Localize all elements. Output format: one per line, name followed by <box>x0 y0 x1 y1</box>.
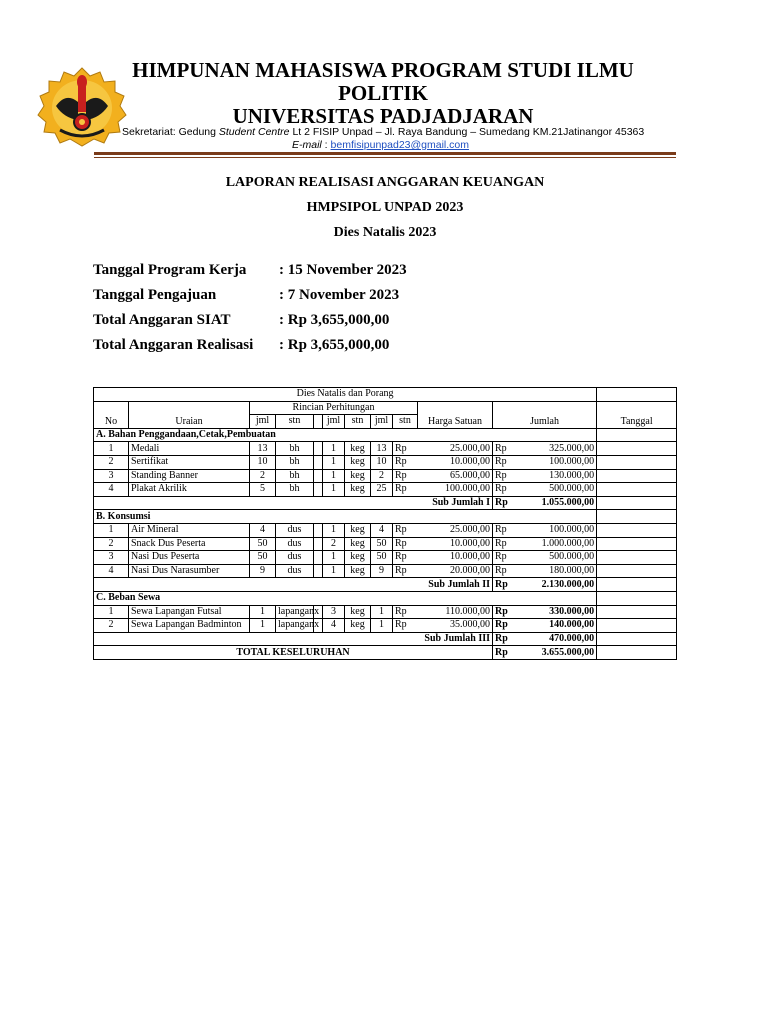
empty-cell <box>597 646 677 660</box>
subtotal-currency: Rp <box>493 632 518 646</box>
row-harga: 10.000,00 <box>418 551 493 565</box>
info-value-program-date: : 15 November 2023 <box>279 262 407 278</box>
row-uraian: Nasi Dus Peserta <box>129 551 250 565</box>
row-jumlah-currency: Rp <box>493 523 518 537</box>
table-row <box>94 455 677 469</box>
empty-cell <box>314 442 323 456</box>
row-harga-currency: Rp <box>393 455 418 469</box>
row-tanggal <box>597 483 677 497</box>
row-jml-1: 13 <box>250 442 276 456</box>
row-jumlah-currency: Rp <box>493 551 518 565</box>
row-jml-3: 2 <box>371 469 393 483</box>
empty-cell <box>597 632 677 646</box>
row-uraian: Snack Dus Peserta <box>129 537 250 551</box>
empty-cell <box>597 591 677 605</box>
header-uraian: Uraian <box>129 401 250 428</box>
row-jumlah: 500.000,00 <box>518 551 597 565</box>
row-jml-1: 4 <box>250 523 276 537</box>
row-jml-1: 9 <box>250 564 276 578</box>
table-row <box>94 523 677 537</box>
row-uraian: Standing Banner <box>129 469 250 483</box>
header-jml-1: jml <box>250 415 276 429</box>
row-tanggal <box>597 551 677 565</box>
table-row <box>94 619 677 633</box>
row-stn-1: bh <box>276 469 314 483</box>
row-jml-3: 50 <box>371 537 393 551</box>
empty-cell <box>597 510 677 524</box>
row-jml-2: 3 <box>323 605 345 619</box>
row-harga: 10.000,00 <box>418 537 493 551</box>
subtotal-currency: Rp <box>493 496 518 510</box>
header-divider-thick <box>94 152 676 155</box>
table-row <box>94 469 677 483</box>
row-jumlah: 100.000,00 <box>518 523 597 537</box>
row-jml-1: 5 <box>250 483 276 497</box>
row-jml-3: 50 <box>371 551 393 565</box>
subtotal-label: Sub Jumlah III <box>94 632 493 646</box>
row-tanggal <box>597 564 677 578</box>
row-uraian: Plakat Akrilik <box>129 483 250 497</box>
row-jml-2: 1 <box>323 442 345 456</box>
row-jml-3: 1 <box>371 619 393 633</box>
empty-cell <box>597 578 677 592</box>
row-harga-currency: Rp <box>393 523 418 537</box>
row-uraian: Nasi Dus Narasumber <box>129 564 250 578</box>
row-uraian: Sertifikat <box>129 455 250 469</box>
header-jumlah: Jumlah <box>493 401 597 428</box>
row-jumlah: 500.000,00 <box>518 483 597 497</box>
table-row <box>94 564 677 578</box>
row-jumlah-currency: Rp <box>493 537 518 551</box>
header-no: No <box>94 401 129 428</box>
row-jml-3: 10 <box>371 455 393 469</box>
row-stn-2: keg <box>345 442 371 456</box>
empty-cell <box>314 455 323 469</box>
row-jml-3: 1 <box>371 605 393 619</box>
row-harga: 25.000,00 <box>418 442 493 456</box>
budget-table <box>93 387 677 660</box>
row-no: 3 <box>94 551 129 565</box>
empty-cell <box>597 496 677 510</box>
row-no: 3 <box>94 469 129 483</box>
row-jml-1: 50 <box>250 551 276 565</box>
subtotal-row <box>94 632 677 646</box>
row-stn-2: keg <box>345 469 371 483</box>
secretariat-address: Sekretariat: Gedung Student Centre Lt 2 FISIP Unpad – Jl. Raya Bandung – Sumedang KM.21Jatinangor 45363 <box>122 126 645 138</box>
header-jml-2: jml <box>323 415 345 429</box>
row-jml-1: 2 <box>250 469 276 483</box>
row-jml-2: 1 <box>323 483 345 497</box>
row-stn-2: keg <box>345 537 371 551</box>
empty-cell <box>597 428 677 442</box>
row-stn-1: dus <box>276 564 314 578</box>
table-title-row <box>94 388 677 402</box>
row-uraian: Sewa Lapangan Futsal <box>129 605 250 619</box>
table-title: Dies Natalis dan Porang <box>94 388 597 402</box>
row-stn-1: bh <box>276 483 314 497</box>
header-rincian: Rincian Perhitungan <box>250 401 418 415</box>
row-tanggal <box>597 537 677 551</box>
row-jml-3: 25 <box>371 483 393 497</box>
row-harga-currency: Rp <box>393 537 418 551</box>
row-stn-1: lapanganx <box>276 619 314 633</box>
row-stn-2: keg <box>345 551 371 565</box>
info-value-realized-budget: : Rp 3,655,000,00 <box>279 337 390 353</box>
row-jml-2: 1 <box>323 469 345 483</box>
row-jumlah: 325.000,00 <box>518 442 597 456</box>
empty-cell <box>314 483 323 497</box>
row-no: 2 <box>94 537 129 551</box>
row-harga-currency: Rp <box>393 551 418 565</box>
row-tanggal <box>597 455 677 469</box>
row-stn-2: keg <box>345 619 371 633</box>
row-jml-1: 1 <box>250 619 276 633</box>
info-value-siat-budget: : Rp 3,655,000,00 <box>279 312 390 328</box>
grand-total-row <box>94 646 677 660</box>
subtotal-row <box>94 578 677 592</box>
subtotal-value: 1.055.000,00 <box>518 496 597 510</box>
empty-cell <box>314 523 323 537</box>
row-jml-1: 1 <box>250 605 276 619</box>
row-stn-1: bh <box>276 442 314 456</box>
header-divider-thin <box>94 157 676 158</box>
row-harga: 35.000,00 <box>418 619 493 633</box>
table-header-row-1 <box>94 401 677 415</box>
section-header-row <box>94 428 677 442</box>
row-no: 4 <box>94 483 129 497</box>
grand-total-currency: Rp <box>493 646 518 660</box>
section-title: C. Beban Sewa <box>94 591 597 605</box>
row-stn-1: dus <box>276 537 314 551</box>
row-jumlah: 330.000,00 <box>518 605 597 619</box>
row-harga: 20.000,00 <box>418 564 493 578</box>
table-row <box>94 605 677 619</box>
section-header-row <box>94 591 677 605</box>
header-stn-1: stn <box>276 415 314 429</box>
row-jumlah-currency: Rp <box>493 619 518 633</box>
row-jumlah: 1.000.000,00 <box>518 537 597 551</box>
row-uraian: Medali <box>129 442 250 456</box>
row-jml-2: 1 <box>323 551 345 565</box>
row-jumlah-currency: Rp <box>493 455 518 469</box>
table-row <box>94 483 677 497</box>
email-line: E-mail : bemfisipunpad23@gmail.com <box>292 139 470 151</box>
row-jml-3: 9 <box>371 564 393 578</box>
row-uraian: Sewa Lapangan Badminton <box>129 619 250 633</box>
row-stn-2: keg <box>345 564 371 578</box>
row-harga: 25.000,00 <box>418 523 493 537</box>
table-row <box>94 537 677 551</box>
header-jml-3: jml <box>371 415 393 429</box>
row-no: 2 <box>94 619 129 633</box>
report-event: Dies Natalis 2023 <box>333 225 437 240</box>
org-name-line1: HIMPUNAN MAHASISWA PROGRAM STUDI ILMU <box>132 58 634 82</box>
row-no: 4 <box>94 564 129 578</box>
row-harga-currency: Rp <box>393 483 418 497</box>
subtotal-value: 2.130.000,00 <box>518 578 597 592</box>
row-jml-2: 1 <box>323 455 345 469</box>
grand-total-value: 3.655.000,00 <box>518 646 597 660</box>
row-stn-2: keg <box>345 455 371 469</box>
row-jumlah-currency: Rp <box>493 469 518 483</box>
row-tanggal <box>597 605 677 619</box>
section-title: B. Konsumsi <box>94 510 597 524</box>
row-no: 1 <box>94 523 129 537</box>
row-jml-2: 1 <box>323 564 345 578</box>
info-label-submission-date: Tanggal Pengajuan <box>93 287 217 303</box>
row-stn-1: bh <box>276 455 314 469</box>
row-stn-2: keg <box>345 483 371 497</box>
row-stn-2: keg <box>345 523 371 537</box>
row-uraian: Air Mineral <box>129 523 250 537</box>
row-jumlah-currency: Rp <box>493 442 518 456</box>
row-harga-currency: Rp <box>393 619 418 633</box>
org-name-line2: POLITIK <box>338 81 428 105</box>
row-stn-1: lapanganx <box>276 605 314 619</box>
row-jml-2: 4 <box>323 619 345 633</box>
row-jml-2: 1 <box>323 523 345 537</box>
report-title: LAPORAN REALISASI ANGGARAN KEUANGAN <box>225 175 545 190</box>
row-jumlah-currency: Rp <box>493 564 518 578</box>
empty-cell <box>314 564 323 578</box>
row-harga-currency: Rp <box>393 469 418 483</box>
row-jumlah-currency: Rp <box>493 605 518 619</box>
subtotal-label: Sub Jumlah II <box>94 578 493 592</box>
table-row <box>94 551 677 565</box>
header-stn-2: stn <box>345 415 371 429</box>
email-link[interactable]: bemfisipunpad23@gmail.com <box>330 139 470 151</box>
university-seal-logo <box>38 66 126 146</box>
header-harga: Harga Satuan <box>418 401 493 428</box>
info-label-program-date: Tanggal Program Kerja <box>93 262 247 278</box>
subtotal-row <box>94 496 677 510</box>
row-jml-1: 50 <box>250 537 276 551</box>
empty-cell <box>314 537 323 551</box>
report-org: HMPSIPOL UNPAD 2023 <box>306 200 464 215</box>
row-jml-3: 13 <box>371 442 393 456</box>
row-stn-1: dus <box>276 551 314 565</box>
university-name: UNIVERSITAS PADJADJARAN <box>232 104 534 128</box>
row-stn-1: dus <box>276 523 314 537</box>
info-label-siat-budget: Total Anggaran SIAT <box>93 312 231 328</box>
row-jumlah-currency: Rp <box>493 483 518 497</box>
row-jml-3: 4 <box>371 523 393 537</box>
info-value-submission-date: : 7 November 2023 <box>279 287 400 303</box>
row-jml-1: 10 <box>250 455 276 469</box>
table-row <box>94 442 677 456</box>
grand-total-label: TOTAL KESELURUHAN <box>94 646 493 660</box>
row-harga: 10.000,00 <box>418 455 493 469</box>
row-jml-2: 2 <box>323 537 345 551</box>
empty-cell <box>314 551 323 565</box>
row-harga-currency: Rp <box>393 564 418 578</box>
row-harga: 100.000,00 <box>418 483 493 497</box>
row-harga-currency: Rp <box>393 605 418 619</box>
header-stn-3: stn <box>393 415 418 429</box>
section-title: A. Bahan Penggandaan,Cetak,Pembuatan <box>94 428 597 442</box>
row-jumlah: 100.000,00 <box>518 455 597 469</box>
row-no: 2 <box>94 455 129 469</box>
info-label-realized-budget: Total Anggaran Realisasi <box>93 337 254 353</box>
row-no: 1 <box>94 605 129 619</box>
row-harga: 65.000,00 <box>418 469 493 483</box>
row-jumlah: 130.000,00 <box>518 469 597 483</box>
row-harga: 110.000,00 <box>418 605 493 619</box>
row-tanggal <box>597 442 677 456</box>
row-jumlah: 180.000,00 <box>518 564 597 578</box>
row-no: 1 <box>94 442 129 456</box>
header-tanggal: Tanggal <box>597 401 677 428</box>
row-harga-currency: Rp <box>393 442 418 456</box>
row-tanggal <box>597 619 677 633</box>
subtotal-label: Sub Jumlah I <box>94 496 493 510</box>
empty-cell <box>314 469 323 483</box>
subtotal-currency: Rp <box>493 578 518 592</box>
row-tanggal <box>597 469 677 483</box>
row-jumlah: 140.000,00 <box>518 619 597 633</box>
section-header-row <box>94 510 677 524</box>
row-stn-2: keg <box>345 605 371 619</box>
row-tanggal <box>597 523 677 537</box>
subtotal-value: 470.000,00 <box>518 632 597 646</box>
